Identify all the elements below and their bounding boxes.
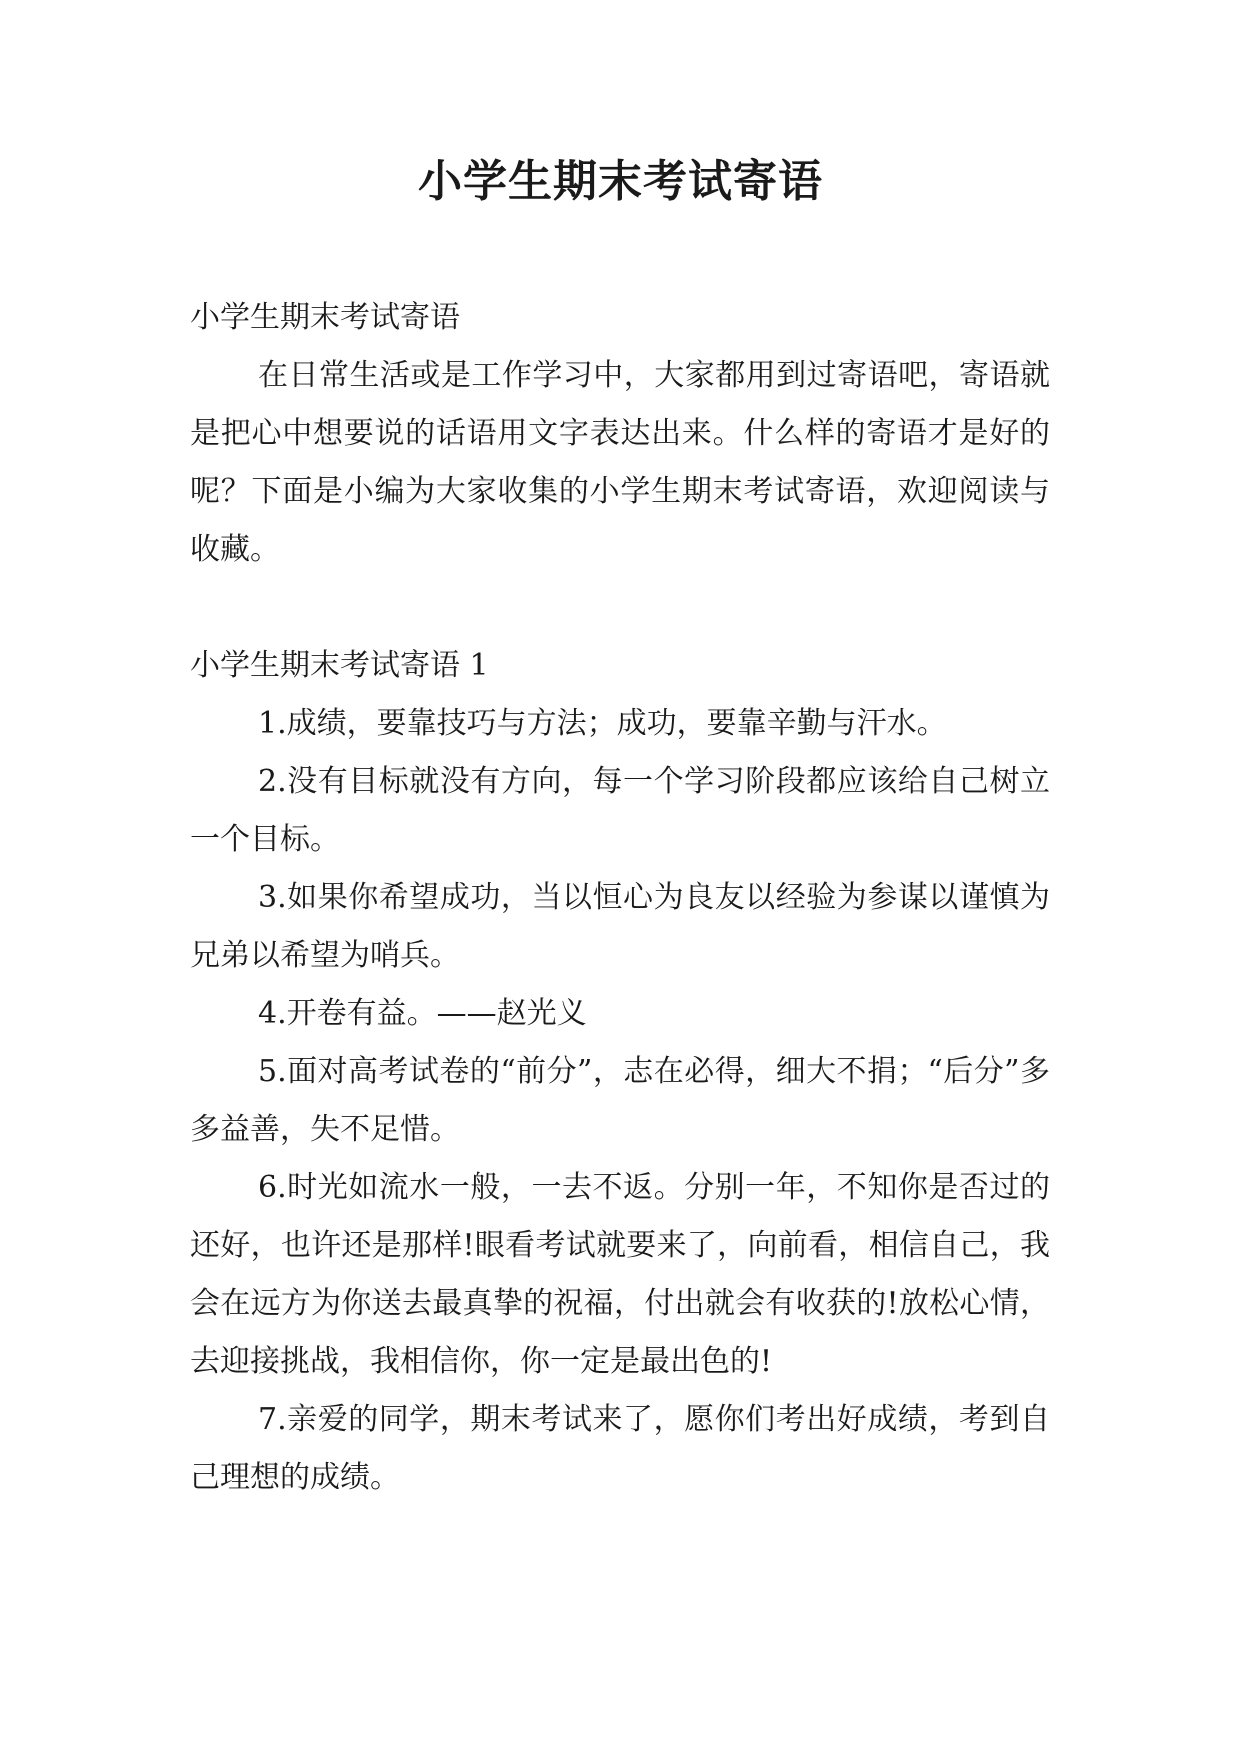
- list-item: 3.如果你希望成功，当以恒心为良友以经验为参谋以谨慎为兄弟以希望为哨兵。: [190, 880, 1050, 973]
- intro-paragraph: 在日常生活或是工作学习中，大家都用到过寄语吧，寄语就是把心中想要说的话语用文字表达出来。什么样的寄语才是好的呢？下面是小编为大家收集的小学生期末考试寄语，欢迎阅读与收藏。: [190, 358, 1050, 567]
- list-item: 2.没有目标就没有方向，每一个学习阶段都应该给自己树立一个目标。: [190, 764, 1050, 857]
- list-item: 4.开卷有益。——赵光义: [258, 996, 587, 1031]
- document-body: [190, 289, 1050, 1507]
- intro-heading: 小学生期末考试寄语: [190, 300, 460, 335]
- list-item: 1.成绩，要靠技巧与方法；成功，要靠辛勤与汗水。: [258, 706, 947, 741]
- section-heading: 小学生期末考试寄语 1: [190, 648, 489, 683]
- list-item: 6.时光如流水一般，一去不返。分别一年，不知你是否过的还好，也许还是那样!眼看考试就要来了，向前看，相信自己，我会在远方为你送去最真挚的祝福，付出就会有收获的!放松心情，去迎接挑战，我相信你，你一定是最出色的!: [190, 1170, 1050, 1379]
- list-item: 5.面对高考试卷的“前分”，志在必得，细大不捐；“后分”多多益善，失不足惜。: [190, 1054, 1050, 1147]
- list-item: 7.亲爱的同学，期末考试来了，愿你们考出好成绩，考到自己理想的成绩。: [190, 1402, 1050, 1495]
- document-title: 小学生期末考试寄语: [418, 156, 823, 207]
